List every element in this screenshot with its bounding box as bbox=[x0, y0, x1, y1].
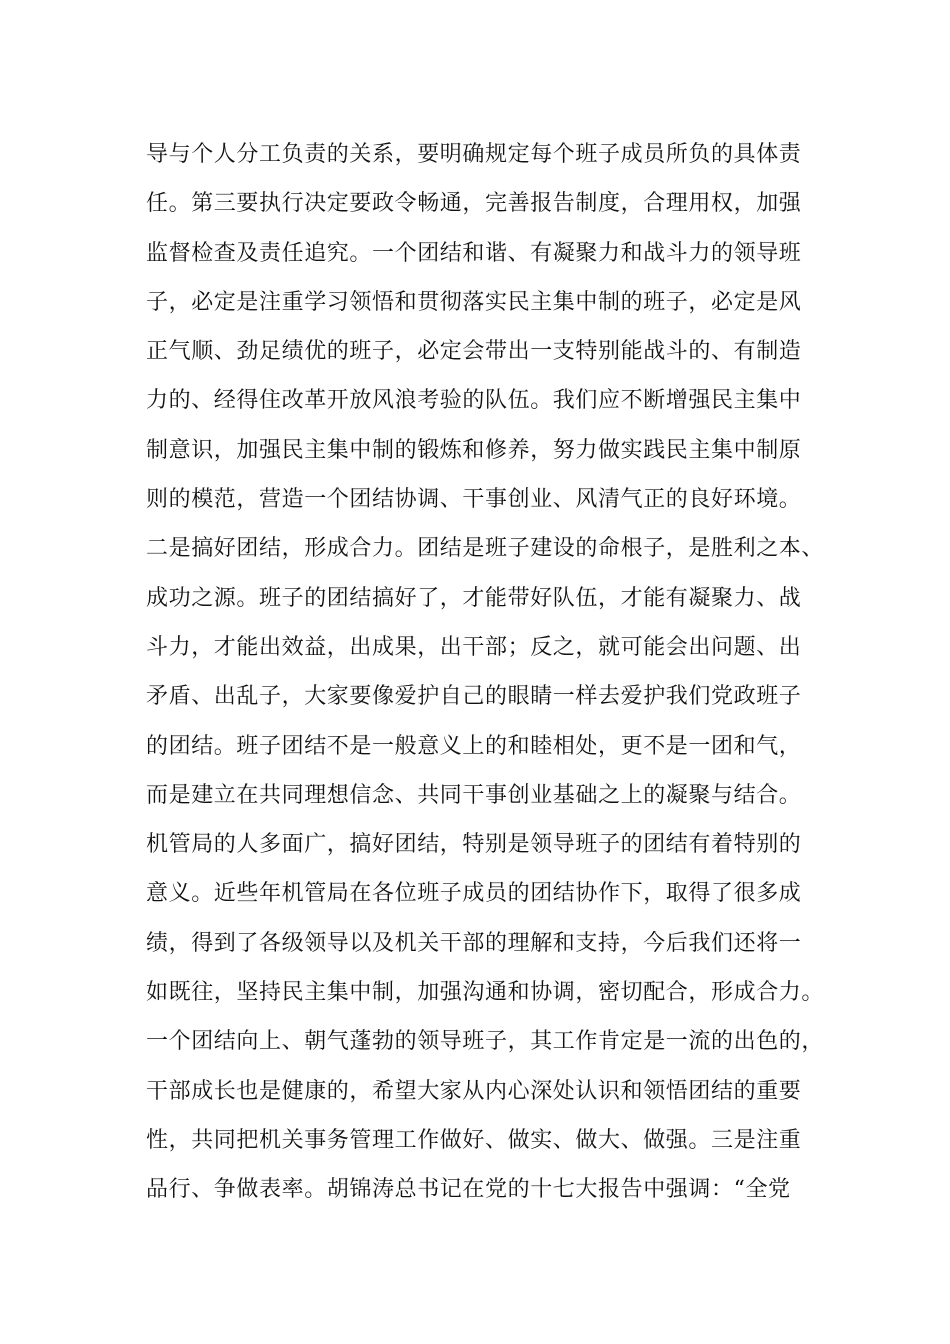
text-line: 品行、争做表率。胡锦涛总书记在党的十七大报告中强调：“全党 bbox=[146, 1177, 791, 1203]
text-line: 矛盾、出乱子，大家要像爱护自己的眼睛一样去爱护我们党政班子 bbox=[146, 684, 802, 710]
text-line: 二是搞好团结，形成合力。团结是班子建设的命根子，是胜利之本、 bbox=[146, 536, 825, 562]
text-line: 斗力，才能出效益，出成果，出干部；反之，就可能会出问题、出 bbox=[146, 634, 802, 660]
text-line: 力的、经得住改革开放风浪考验的队伍。我们应不断增强民主集中 bbox=[146, 388, 802, 414]
text-line: 绩，得到了各级领导以及机关干部的理解和支持，今后我们还将一 bbox=[146, 930, 802, 956]
text-line: 成功之源。班子的团结搞好了，才能带好队伍，才能有凝聚力、战 bbox=[146, 585, 802, 611]
text-line: 性，共同把机关事务管理工作做好、做实、做大、做强。三是注重 bbox=[146, 1127, 802, 1153]
text-line: 如既往，坚持民主集中制，加强沟通和协调，密切配合，形成合力。 bbox=[146, 980, 825, 1006]
text-line: 意义。近些年机管局在各位班子成员的团结协作下，取得了很多成 bbox=[146, 881, 802, 907]
body-text bbox=[146, 130, 826, 1215]
text-line: 的团结。班子团结不是一般意义上的和睦相处，更不是一团和气， bbox=[146, 733, 802, 759]
text-line: 干部成长也是健康的，希望大家从内心深处认识和领悟团结的重要 bbox=[146, 1078, 802, 1104]
text-line: 制意识，加强民主集中制的锻炼和修养，努力做实践民主集中制原 bbox=[146, 437, 802, 463]
text-line: 导与个人分工负责的关系，要明确规定每个班子成员所负的具体责 bbox=[146, 142, 802, 167]
text-line: 机管局的人多面广，搞好团结，特别是领导班子的团结有着特别的 bbox=[146, 832, 802, 858]
text-line: 而是建立在共同理想信念、共同干事创业基础之上的凝聚与结合。 bbox=[146, 782, 802, 808]
text-line: 则的模范，营造一个团结协调、干事创业、风清气正的良好环境。 bbox=[146, 487, 802, 513]
text-line: 一个团结向上、朝气蓬勃的领导班子，其工作肯定是一流的出色的， bbox=[146, 1029, 825, 1055]
text-line: 正气顺、劲足绩优的班子，必定会带出一支特别能战斗的、有制造 bbox=[146, 339, 802, 365]
text-line: 子，必定是注重学习领悟和贯彻落实民主集中制的班子，必定是风 bbox=[146, 289, 802, 315]
text-line: 任。第三要执行决定要政令畅通，完善报告制度，合理用权，加强 bbox=[146, 191, 802, 217]
text-line: 监督检查及责任追究。一个团结和谐、有凝聚力和战斗力的领导班 bbox=[146, 240, 802, 266]
